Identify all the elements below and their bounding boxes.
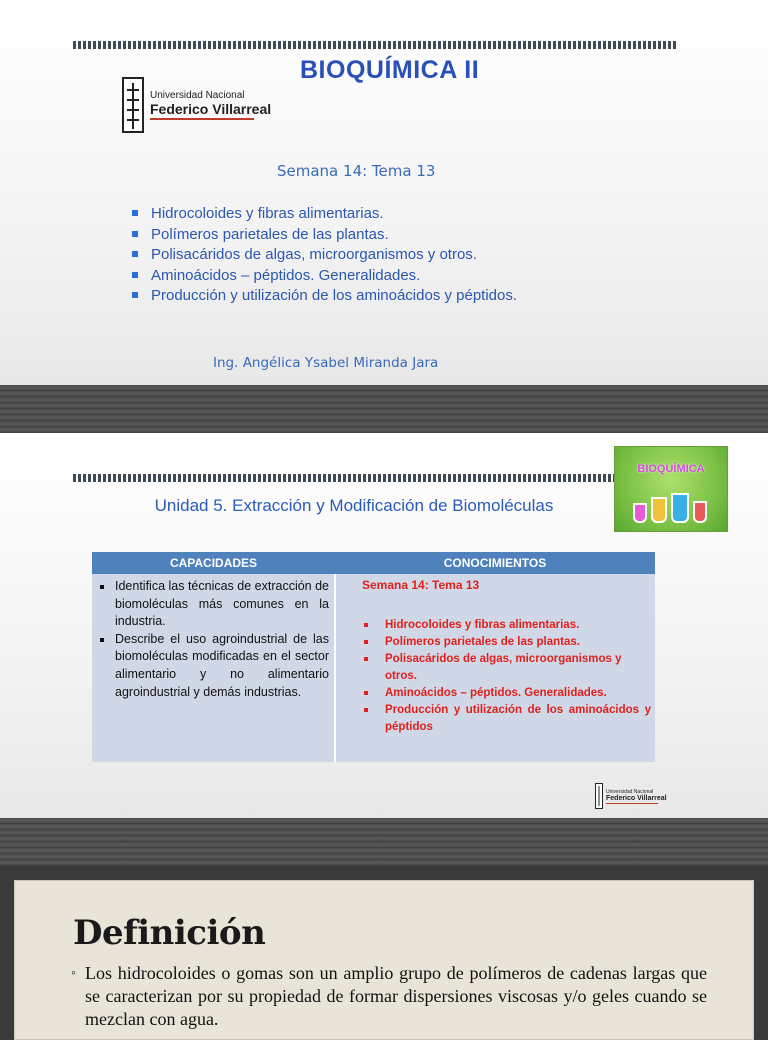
knowledge-table [92, 552, 655, 762]
square-bullet-icon [364, 691, 368, 695]
square-bullet-icon [364, 657, 368, 661]
definition-title: Definición [73, 913, 266, 953]
square-bullet-icon [364, 623, 368, 627]
biochemistry-image [614, 446, 728, 532]
square-bullet-icon [132, 210, 138, 216]
logo-line-2: Federico Villarreal [150, 101, 272, 117]
square-bullet-icon [100, 585, 104, 589]
list-item: Producción y utilización de los aminoácidos y péptidos. [130, 286, 517, 307]
university-crest-icon [122, 77, 144, 133]
slide-3 [14, 880, 754, 1040]
author-name: Ing. Angélica Ysabel Miranda Jara [213, 355, 439, 371]
square-bullet-icon [132, 272, 138, 278]
conocimientos-cell [335, 574, 655, 762]
square-bullet-icon [364, 640, 368, 644]
unit-title: Unidad 5. Extracción y Modificación de Biomoléculas [154, 496, 554, 515]
list-item: Polímeros parietales de las plantas. [130, 225, 517, 246]
square-bullet-icon [132, 231, 138, 237]
flask-icon [671, 493, 689, 523]
university-crest-icon [595, 783, 603, 809]
university-logo-small [595, 783, 667, 809]
square-bullet-icon [100, 638, 104, 642]
logo-line-2: Federico Villarreal [606, 794, 667, 802]
list-item: Describe el uso agroindustrial de las biomoléculas modificadas en el sector alimentario y no alimentario agroindustrial y demás industrias. [96, 631, 329, 701]
list-item: Polímeros parietales de las plantas. [362, 634, 655, 651]
list-item: Identifica las técnicas de extracción de biomoléculas más comunes en la industria. [96, 578, 329, 631]
flask-icon [693, 501, 707, 523]
table-header-capacidades: CAPACIDADES [92, 552, 335, 574]
logo-line-1: Universidad Nacional [606, 788, 654, 795]
slide-separator [0, 385, 768, 433]
list-item: Producción y utilización de los aminoácidos y péptidos [362, 702, 655, 736]
square-bullet-icon [132, 251, 138, 257]
square-bullet-icon [364, 708, 368, 712]
slide-separator [0, 818, 768, 866]
capacidades-cell [92, 574, 335, 762]
week-label: Semana 14: Tema 13 [277, 162, 436, 180]
square-bullet-icon [132, 292, 138, 298]
circle-bullet-icon: ◦ [71, 966, 76, 981]
university-logo [122, 77, 271, 133]
topic-list [130, 204, 517, 307]
slide-title: BIOQUÍMICA II [300, 56, 480, 84]
list-item: Polisacáridos de algas, microorganismos y otros. [130, 245, 517, 266]
logo-line-1: Universidad Nacional [150, 90, 245, 101]
list-item: Aminoácidos – péptidos. Generalidades. [362, 685, 655, 702]
decorative-stripe [73, 474, 614, 482]
list-item: Aminoácidos – péptidos. Generalidades. [130, 266, 517, 287]
decorative-stripe [73, 41, 677, 49]
list-item: Hidrocoloides y fibras alimentarias. [362, 617, 655, 634]
slide-1 [0, 0, 768, 385]
table-header-conocimientos: CONOCIMIENTOS [335, 552, 655, 574]
list-item: Hidrocoloides y fibras alimentarias. [130, 204, 517, 225]
definition-text: ◦ Los hidrocoloides o gomas son un amplio grupo de polímeros de cadenas largas que se caracterizan por su propiedad de formar dispersiones viscosas y/o geles cuando se mezclan con agua. [71, 963, 707, 1029]
conocimientos-heading: Semana 14: Tema 13 [362, 578, 480, 592]
list-item: Polisacáridos de algas, microorganismos y otros. [362, 651, 655, 685]
flask-icon [651, 497, 667, 523]
flask-icon [633, 503, 647, 523]
image-label: BIOQUÍMICA [637, 463, 705, 475]
